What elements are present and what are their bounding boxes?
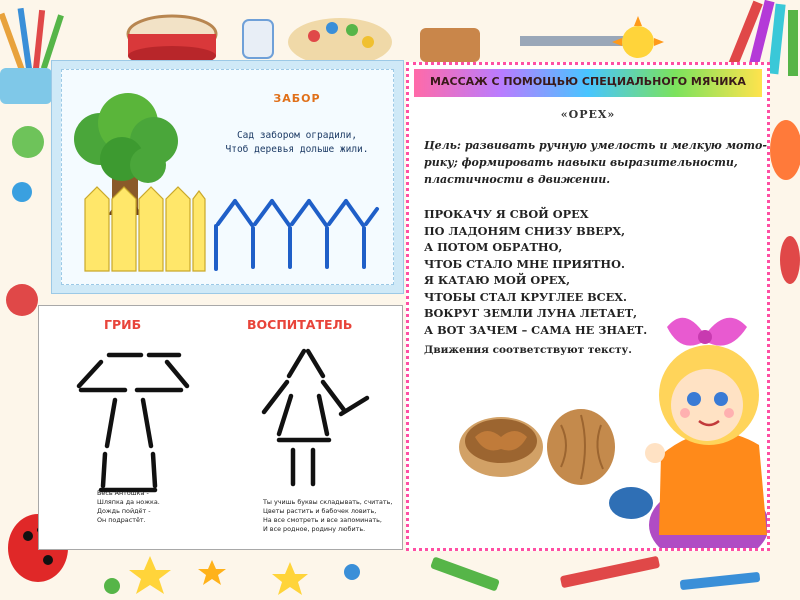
massage-poem-line: ПРОКАЧУ Я СВОЙ ОРЕХ [424, 207, 589, 221]
mushroom-poem-line: Шляпка да ножка. [97, 498, 160, 506]
mushroom-title: ГРИБ [104, 317, 142, 332]
walnut-icon [547, 409, 615, 485]
crayon-icon [430, 556, 760, 592]
fence-poem-line: Чтоб деревья дольше жили. [225, 144, 369, 155]
teacher-poem-line: На все смотреть и все запоминать, [263, 516, 382, 524]
massage-header-text: МАССАЖ С ПОМОЩЬЮ СПЕЦИАЛЬНОГО МЯЧИКА [430, 75, 746, 88]
mushroom-poem-line: Он подрастёт. [97, 516, 146, 524]
massage-poem-line: ЧТОБЫ СТАЛ КРУГЛЕЕ ВСЕХ. [424, 289, 627, 304]
massage-illustration [409, 65, 767, 548]
teacher-stick-figure [264, 351, 367, 484]
mushroom-poem [97, 489, 160, 525]
stick-figures-card [38, 305, 403, 550]
drum-icon [128, 16, 216, 66]
teacher-poem-line: Ты учишь буквы складывать, считать, [263, 498, 393, 506]
massage-goal-line: рику; формировать навыки выразительности, [424, 156, 738, 169]
teacher-title: ВОСПИТАТЕЛЬ [247, 317, 353, 332]
massage-poem-line: А ПОТОМ ОБРАТНО, [424, 240, 563, 254]
massage-poem-line: ПО ЛАДОНЯМ СНИЗУ ВВЕРХ, [424, 223, 626, 238]
massage-poem-line: ВОКРУГ ЗЕМЛИ ЛУНА ЛЕТАЕТ, [424, 306, 638, 320]
massage-poem-line: Я КАТАЮ МОЙ ОРЕХ, [424, 273, 571, 287]
massage-ball-card [406, 62, 770, 551]
girl-character-icon [609, 318, 767, 548]
mushroom-poem-line: Весь Антошка - [97, 489, 149, 497]
teacher-poem-line: И все родное, родину любить. [263, 525, 366, 533]
star-icon [129, 556, 308, 595]
fence-title: ЗАБОР [273, 92, 321, 105]
mushroom-stick-figure [79, 355, 187, 490]
massage-goal-line: пластичности в движении. [424, 173, 611, 186]
teacher-poem-line: Цветы растить и бабочек ловить, [263, 507, 377, 515]
massage-note: Движения соответствуют тексту. [424, 344, 632, 356]
fence-poem-line: Сад забором оградили, [236, 130, 358, 141]
massage-goal-line: Цель: развивать ручную умелость и мелкую мото- [424, 139, 767, 152]
massage-subtitle: «ОРЕХ» [560, 108, 616, 121]
yellow-fence-icon [85, 187, 205, 271]
massage-poem-line: ЧТОБ СТАЛО МНЕ ПРИЯТНО. [424, 256, 625, 271]
fence-poem [207, 129, 387, 157]
massage-poem-line: А ВОТ ЗАЧЕМ – САМА НЕ ЗНАЕТ. [424, 322, 648, 337]
stick-fence-icon [216, 201, 377, 269]
mushroom-poem-line: Дождь пойдёт - [97, 507, 151, 515]
paint-palette-icon [288, 18, 392, 66]
fence-activity-card [51, 60, 404, 294]
walnut-icon [459, 417, 543, 477]
teacher-poem [263, 498, 392, 534]
